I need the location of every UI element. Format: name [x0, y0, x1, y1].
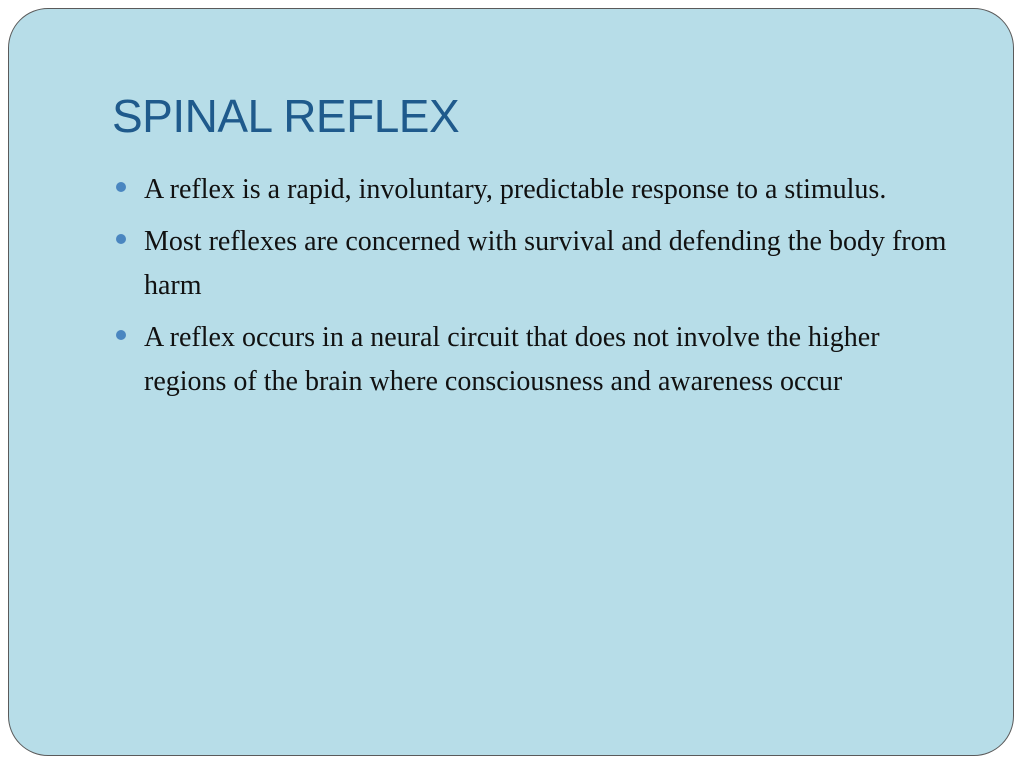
- bullet-item-reflex-neural-circuit: [114, 316, 964, 404]
- bullet-item-reflex-survival: [114, 220, 964, 308]
- bullet-text: A reflex occurs in a neural circuit that does not involve the higher regions of the brain where consciousness and awareness occur: [144, 322, 880, 397]
- bullet-dot-icon: [116, 182, 126, 192]
- bullet-item-reflex-definition: [114, 168, 964, 212]
- bullet-text: A reflex is a rapid, involuntary, predictable response to a stimulus.: [144, 174, 887, 205]
- slide-title: SPINAL REFLEX: [112, 90, 460, 142]
- bullet-list: [114, 168, 964, 412]
- bullet-text: Most reflexes are concerned with survival and defending the body from harm: [144, 226, 947, 301]
- bullet-dot-icon: [116, 330, 126, 340]
- bullet-dot-icon: [116, 234, 126, 244]
